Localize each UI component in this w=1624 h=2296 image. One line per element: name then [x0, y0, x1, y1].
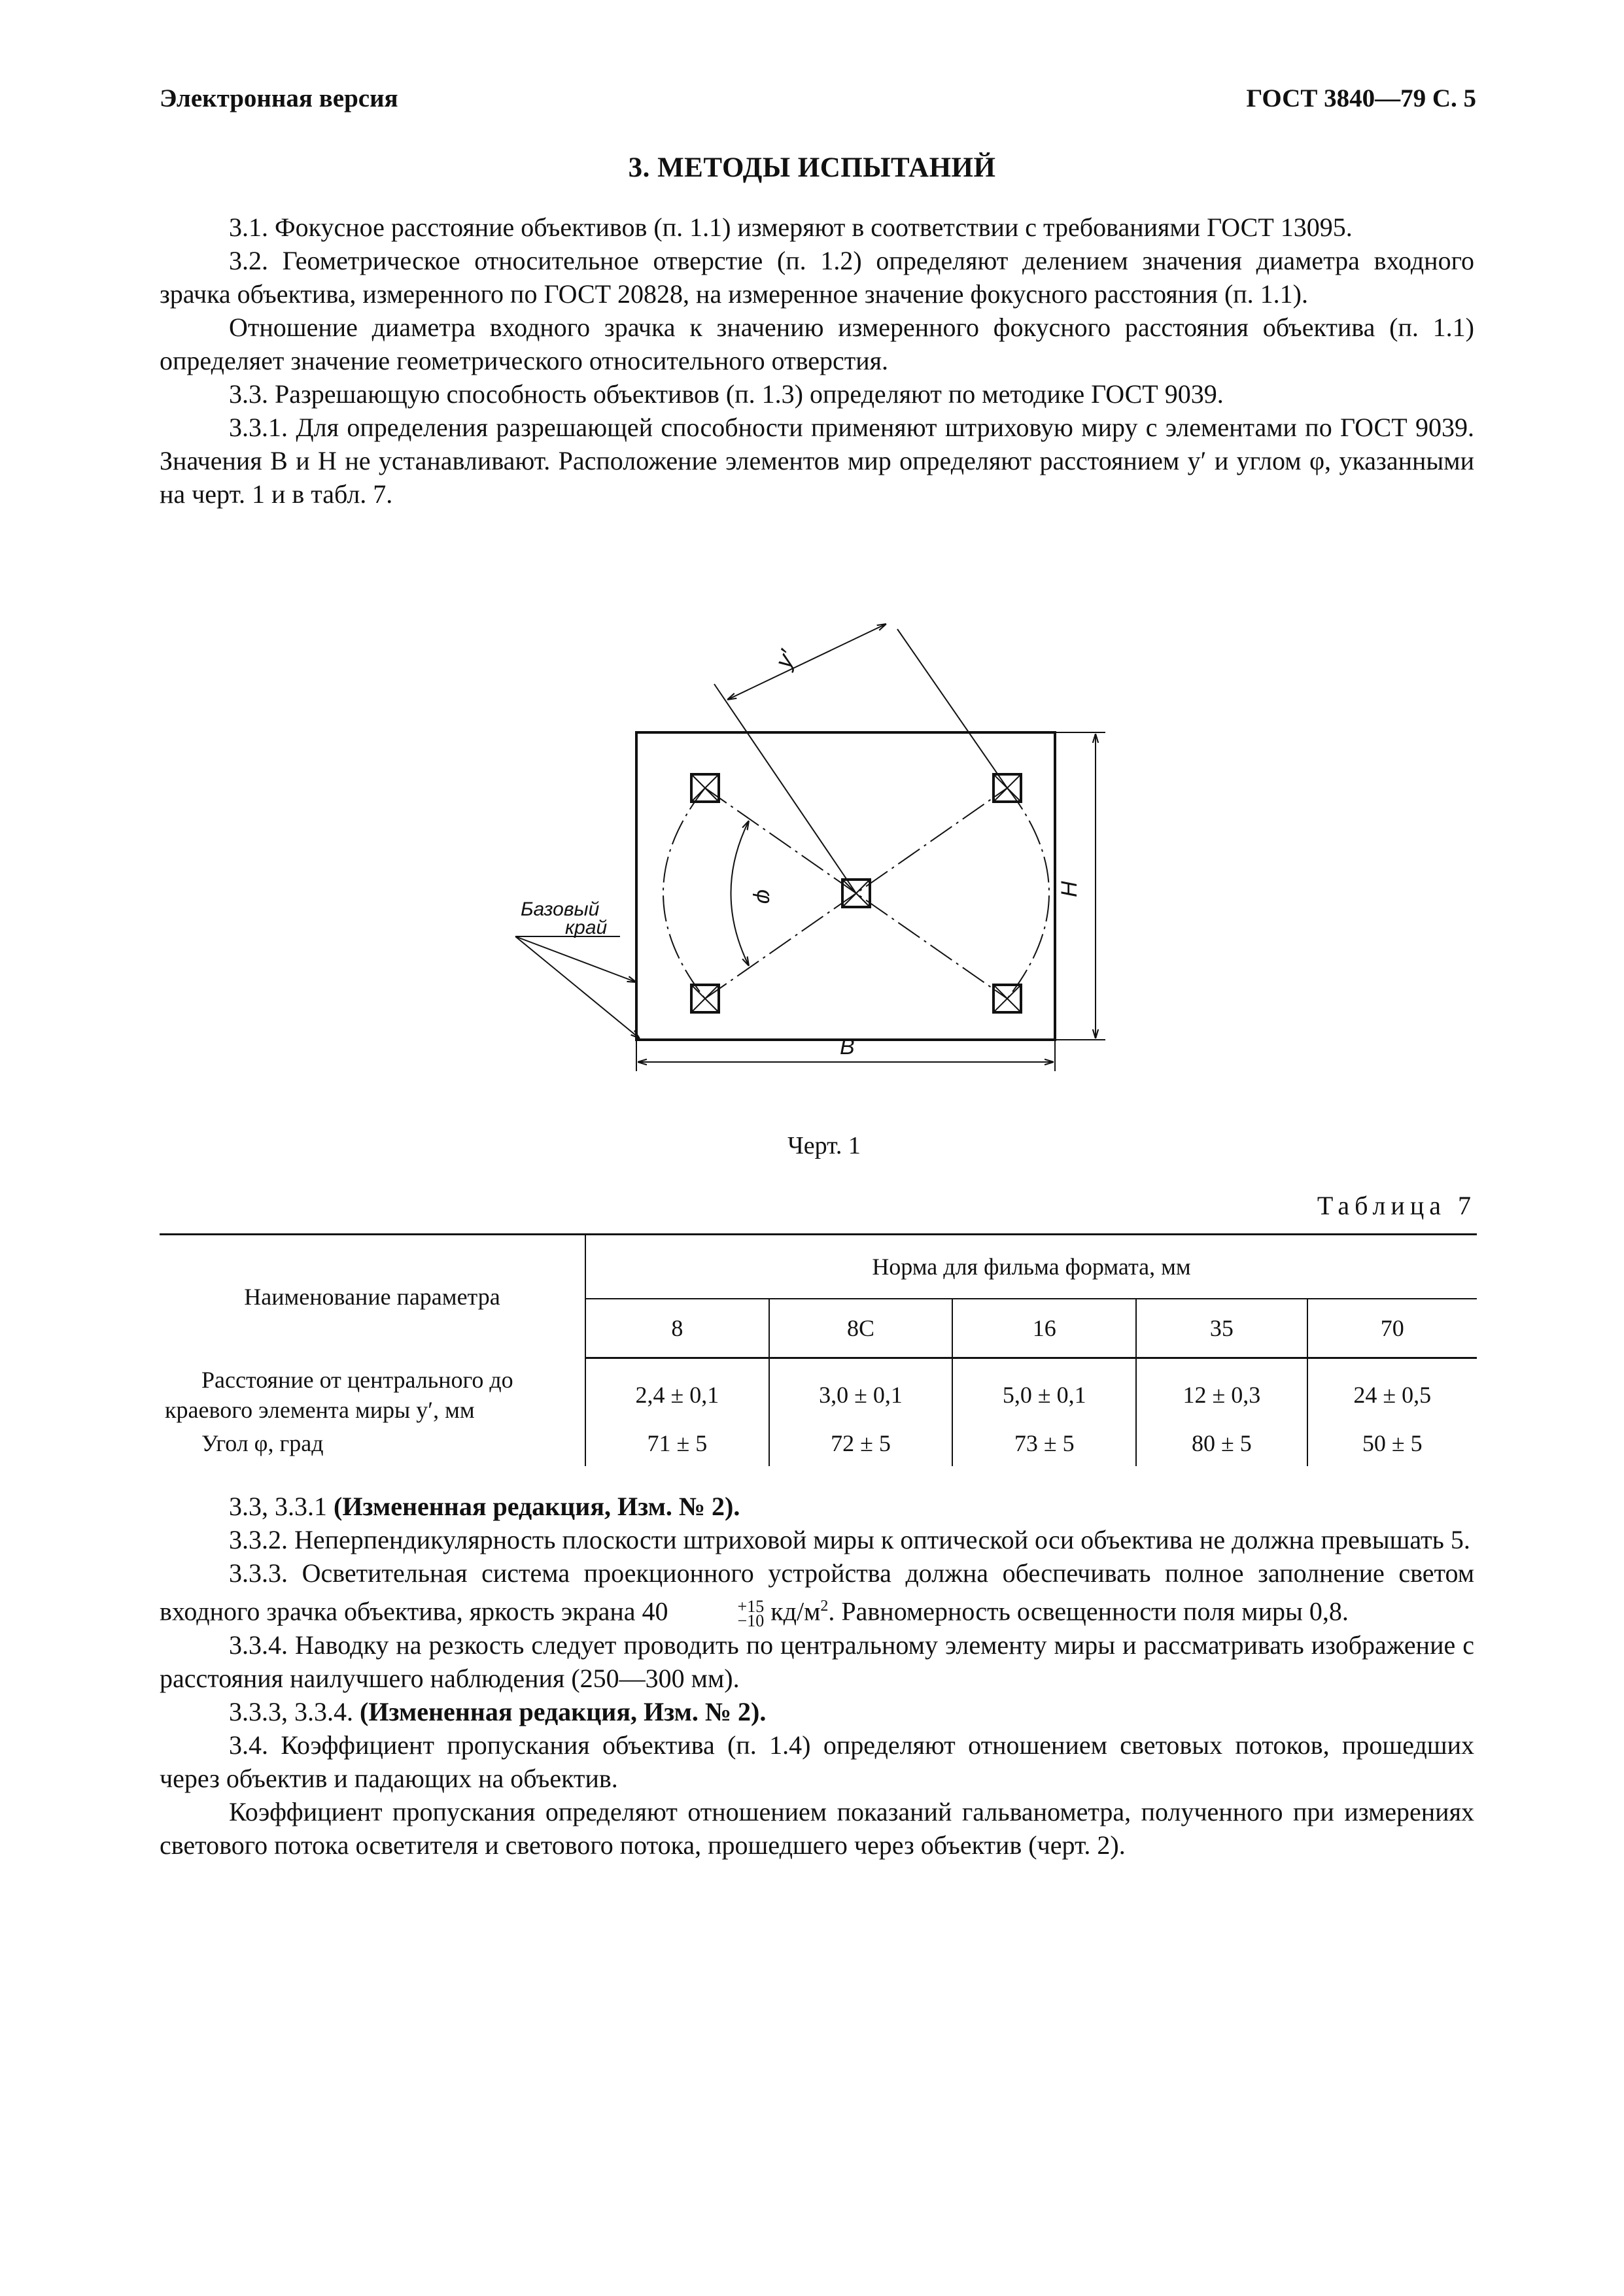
label-y-prime: y′ — [769, 645, 801, 672]
cell-angle-8: 71 ± 5 — [585, 1426, 769, 1466]
paragraph-3-3-2: 3.3.2. Неперпендикулярность плоскости штриховой миры к оптической оси объектива не должна превышать 5. — [229, 1525, 1470, 1554]
cell-distance-70: 24 ± 0,5 — [1353, 1382, 1432, 1409]
amendment-2-text: (Измененная редакция, Изм. № 2). — [360, 1697, 767, 1727]
tol-plus: +15 — [737, 1597, 765, 1617]
header-format-8: 8 — [585, 1299, 769, 1358]
paragraph-amendment-1 — [160, 1490, 1474, 1523]
table-caption: Таблица 7 — [1317, 1191, 1476, 1220]
paragraph-amendment-2 — [160, 1695, 1474, 1728]
paragraph-3-3: 3.3. Разрешающую способность объективов (п. 1.3) определяют по методике ГОСТ 9039. — [229, 379, 1224, 409]
arc-left — [663, 788, 705, 999]
header-left-version: Электронная версия — [160, 84, 398, 112]
base-edge-leader-2 — [515, 936, 640, 1038]
header-right-standard-page: ГОСТ 3840—79 С. 5 — [1246, 84, 1476, 112]
paragraph-3-3-4: 3.3.4. Наводку на резкость следует проводить по центральному элементу миры и рассматривать изображение с расстояния наилучшего наблюдения (250—300 мм). — [160, 1630, 1474, 1694]
header-format-16: 16 — [952, 1299, 1136, 1358]
paragraph-3-4: 3.4. Коэффициент пропускания объектива (п. 1.4) определяют отношением световых потоков, прошедших через объектив и падающих на объектив. — [160, 1730, 1474, 1794]
label-base-2: край — [565, 917, 608, 938]
paragraph-3-2: 3.2. Геометрическое относительное отверстие (п. 1.2) определяют делением значения диаметра входного зрачка объектива, измеренного по ГОСТ 20828, на измеренное значение фокусного расстояния (п. 1.1). — [160, 246, 1474, 309]
paragraph-ratio: Отношение диаметра входного зрачка к значению измеренного фокусного расстояния объектива (п. 1.1) определяет значение геометрического относительного отверстия. — [160, 313, 1474, 375]
table-row-distance — [160, 1358, 1477, 1426]
tol-minus: −10 — [737, 1611, 765, 1631]
norms-table — [160, 1233, 1477, 1466]
cell-angle-70: 50 ± 5 — [1362, 1430, 1423, 1456]
angle-phi-arc — [731, 821, 750, 966]
cell-distance-8: 2,4 ± 0,1 — [585, 1358, 769, 1426]
header-parameter-name: Наименование параметра — [160, 1235, 585, 1358]
label-b: B — [840, 1035, 855, 1059]
amendment-2-num: 3.3.3, 3.3.4. — [229, 1697, 353, 1727]
text-block-bottom — [160, 1490, 1474, 1862]
table-row-angle — [160, 1426, 1477, 1466]
y-extension-center — [714, 684, 856, 893]
p3-part-a: 3.3.3. Осветительная система проекционного устройства должна обеспечивать полное заполнение светом входного зрачка объектива, яркость экрана 40 — [160, 1558, 1474, 1626]
paragraph-3-1: 3.1. Фокусное расстояние объективов (п. 1.1) измеряют в соответствии с требованиями ГОСТ 13095. — [229, 213, 1353, 242]
brightness-tolerance — [668, 1597, 765, 1631]
row-name-angle: Угол φ, град — [160, 1426, 585, 1466]
header-format-35: 35 — [1136, 1299, 1307, 1358]
drawing-1-svg — [497, 608, 1125, 1086]
p3-part-b: кд/м — [764, 1596, 821, 1626]
figure-caption: Черт. 1 — [787, 1132, 861, 1159]
label-phi: φ — [752, 889, 777, 904]
mira-element-bottom-left — [691, 985, 719, 1012]
label-base-1: Базовый — [521, 899, 600, 920]
mira-element-bottom-right — [993, 985, 1021, 1012]
paragraph-transmission: Коэффициент пропускания определяют отношением показаний гальванометра, полученного при измерениях светового потока осветителя и светового потока, прошедшего через объектив (черт. 2). — [160, 1797, 1474, 1860]
cell-distance-8c: 3,0 ± 0,1 — [769, 1358, 953, 1426]
cell-distance-35: 12 ± 0,3 — [1136, 1358, 1307, 1426]
p3-exponent: 2 — [820, 1598, 829, 1615]
base-edge-leader-1 — [515, 936, 636, 982]
y-extension-corner — [897, 629, 1007, 788]
header-format-8c: 8С — [769, 1299, 953, 1358]
amendment-1-num: 3.3, 3.3.1 — [229, 1492, 327, 1521]
drawing-1 — [497, 608, 1125, 1086]
label-h: H — [1057, 881, 1082, 897]
text-block-top — [160, 211, 1474, 511]
paragraph-3-3-3 — [160, 1556, 1474, 1631]
paragraph-3-3-1: 3.3.1. Для определения разрешающей способности применяют штриховую миру с элементами по ГОСТ 9039. Значения В и Н не устанавливают. Расположение элементов мир определяют расстоянием y′ и углом φ, указанными на черт. 1 и в табл. 7. — [160, 413, 1474, 509]
amendment-1-text: (Измененная редакция, Изм. № 2). — [334, 1492, 740, 1521]
y-dimension-line — [727, 624, 886, 700]
p3-part-c: . Равномерность освещенности поля миры 0,8. — [828, 1596, 1349, 1626]
section-title: 3. МЕТОДЫ ИСПЫТАНИЙ — [628, 152, 996, 183]
cell-distance-16: 5,0 ± 0,1 — [952, 1358, 1136, 1426]
cell-angle-35: 80 ± 5 — [1136, 1426, 1307, 1466]
header-norm: Норма для фильма формата, мм — [585, 1235, 1477, 1299]
arc-right — [1007, 788, 1049, 999]
row-name-distance: Расстояние от центрального до краевого элемента миры y′, мм — [160, 1358, 585, 1426]
cell-angle-16: 73 ± 5 — [952, 1426, 1136, 1466]
cell-angle-8c: 72 ± 5 — [769, 1426, 953, 1466]
header-format-70: 70 — [1307, 1299, 1477, 1358]
mira-element-top-left — [691, 774, 719, 802]
